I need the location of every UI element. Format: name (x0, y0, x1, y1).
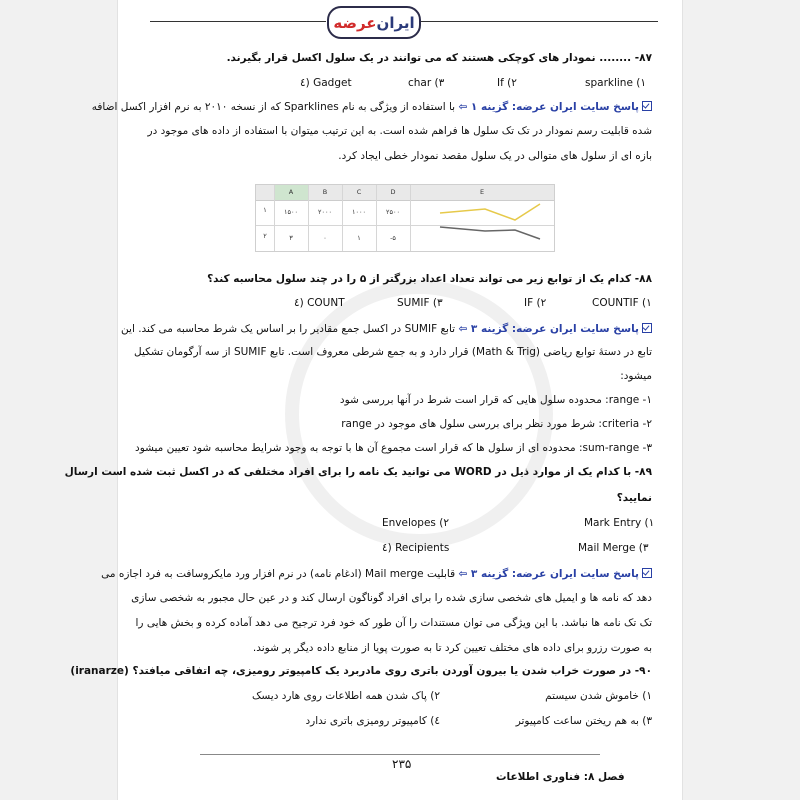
col-header-e: E (479, 188, 485, 196)
logo-accent: عرضه (333, 13, 377, 32)
question-87: ۸۷- ........ نمودار های کوچکی هستند که می توانند در یک سلول اکسل قرار بگیرند. (226, 52, 652, 64)
q88-answer-line-2: تابع در دستهٔ توابع ریاضی (Math & Trig) قرار دارد و به جمع شرطی معروف است. تابع SUMIF از سه آرگومان تشکیل (134, 346, 652, 358)
q88-option-2: IF (۲ (524, 297, 547, 309)
q90-option-4: ٤) کامپیوتر رومیزی باتری ندارد (305, 715, 440, 727)
q87-option-4: Gadget (٤ (300, 77, 352, 89)
q88-answer-line-6: ۳- sum-range: محدوده ای از سلول ها که قرار است مجموع آن ها با توجه به وجود شرایط محاسبه شود تعیین میشود (135, 442, 652, 454)
chapter-title: فصل ۸: فناوری اطلاعات (496, 771, 625, 783)
sparkline-charts (410, 200, 554, 251)
logo-main: ایران (376, 13, 415, 32)
col-header-b: B (322, 188, 328, 196)
row-number-2: ۲ (263, 232, 267, 240)
question-88: ۸۸- کدام یک از توابع زیر می تواند تعداد اعداد بزرگتر از ۵ را در چند سلول محاسبه کند؟ (207, 273, 652, 285)
left-margin-band (0, 0, 118, 800)
q89-option-2: Envelopes (۲ (382, 517, 449, 529)
q88-answer-line-3: میشود: (620, 370, 652, 382)
q87-answer-label: پاسخ سایت ایران عرضه: گزینه ۱ ⇦ (458, 101, 639, 113)
sparkline-spreadsheet (255, 184, 555, 252)
col-header-a: A (274, 185, 308, 200)
q87-answer-line-1 (92, 100, 652, 113)
cell-b1: ۲۰۰۰ (318, 208, 332, 216)
q90-option-3: ۳) به هم ریختن ساعت کامپیوتر (515, 715, 652, 727)
q90-option-2: ۲) پاک شدن همه اطلاعات روی هارد دیسک (252, 690, 440, 702)
q89-answer-label: پاسخ سایت ایران عرضه: گزینه ۳ ⇦ (458, 568, 639, 580)
watermark-seal (285, 280, 553, 548)
q89-answer-text-1: قابلیت Mail merge (ادغام نامه) در نرم افزار ورد مایکروسافت به فرد اجازه می (101, 568, 456, 580)
q88-option-4: COUNT (٤ (294, 297, 345, 309)
footer-rule (200, 754, 600, 755)
row-number-1: ۱ (263, 206, 267, 214)
question-90: ۹۰- در صورت خراب شدن یا بیرون آوردن باتری روی مادربرد یک کامپیوتر رومیزی، چه اتفاقی میافتد؟ (iranarze) (70, 665, 652, 677)
q88-answer-label: پاسخ سایت ایران عرضه: گزینه ۳ ⇦ (458, 323, 639, 335)
cell-b2: ۰ (323, 234, 327, 242)
col-header-c: C (356, 188, 362, 196)
checkbox-icon (642, 323, 652, 333)
right-margin-band (682, 0, 800, 800)
checkbox-icon (642, 101, 652, 111)
sparkline-row-2 (440, 227, 540, 239)
q88-answer-text-1: تابع SUMIF در اکسل جمع مقادیر را بر اساس یک شرط محاسبه می کند. این (121, 323, 456, 335)
question-89-line-2: نمایید؟ (616, 492, 652, 504)
q89-answer-line-2: دهد که نامه ها و ایمیل های شخصی سازی شده را برای افراد گوناگون ارسال کند و در عین حال مجبور به شخصی سازی (131, 592, 652, 604)
q90-option-1: ۱) خاموش شدن سیستم (545, 690, 652, 702)
q89-answer-line-4: به صورت رزرو برای داده های مختلف تعیین کرد تا به صورت پویا از منابع داده دیگر پر شوند. (252, 642, 652, 654)
page-number: ۲۳۵ (392, 757, 412, 771)
q88-option-1: COUNTIF (۱ (592, 297, 652, 309)
cell-d2: -۵ (390, 234, 396, 242)
q88-answer-line-1 (121, 322, 652, 335)
sparkline-row-1 (440, 204, 540, 220)
q89-option-4: Recipients (٤ (382, 542, 450, 554)
header-rule-right (418, 21, 658, 22)
q88-answer-line-5: ۲- criteria: شرط مورد نظر برای بررسی سلول های موجود در range (341, 418, 652, 430)
cell-d1: ۲۵۰۰ (386, 208, 400, 216)
q87-option-3: char (۳ (408, 77, 445, 89)
cell-a1: ۱۵۰۰ (284, 208, 298, 216)
q89-option-1: Mark Entry (۱ (584, 517, 655, 529)
q87-option-1: sparkline (۱ (585, 77, 646, 89)
q89-answer-line-3: تک تک نامه ها نباشد. با این ویژگی می توان مستندات را آن طور که خود فرد ترجیح می دهد آماده کرده و بخش هایی را (135, 617, 652, 629)
header-rule-left (150, 21, 326, 22)
q87-answer-text-1: با استفاده از ویژگی به نام Sparklines که از نسخه ۲۰۱۰ به نرم افزار اکسل اضافه (91, 101, 456, 113)
checkbox-icon (642, 568, 652, 578)
cell-c2: ۱ (357, 234, 361, 242)
q89-answer-line-1 (101, 567, 652, 580)
q88-option-3: SUMIF (۳ (397, 297, 443, 309)
q87-option-2: If (۲ (497, 77, 517, 89)
cell-c1: ۱۰۰۰ (352, 208, 366, 216)
question-89-line-1: ۸۹- با کدام یک از موارد ذیل در WORD می توانید یک نامه را برای افراد مختلفی که در اکسل ثبت شده است ارسال (64, 466, 652, 478)
cell-a2: ۳ (289, 234, 293, 242)
q87-answer-line-3: بازه ای از سلول های متوالی در یک سلول مقصد نمودار خطی ایجاد کرد. (338, 150, 652, 162)
q88-answer-line-4: ۱- range: محدوده سلول هایی که قرار است شرط در آنها بررسی شود (339, 394, 652, 406)
q89-option-3: Mail Merge (۳ (578, 542, 649, 554)
col-header-d: D (390, 188, 396, 196)
q87-answer-line-2: شده قابلیت رسم نمودار در تک تک سلول ها فراهم شده است. به این ترتیب میتوان با استفاده از داده های موجود در (147, 125, 652, 137)
site-logo (327, 6, 421, 39)
